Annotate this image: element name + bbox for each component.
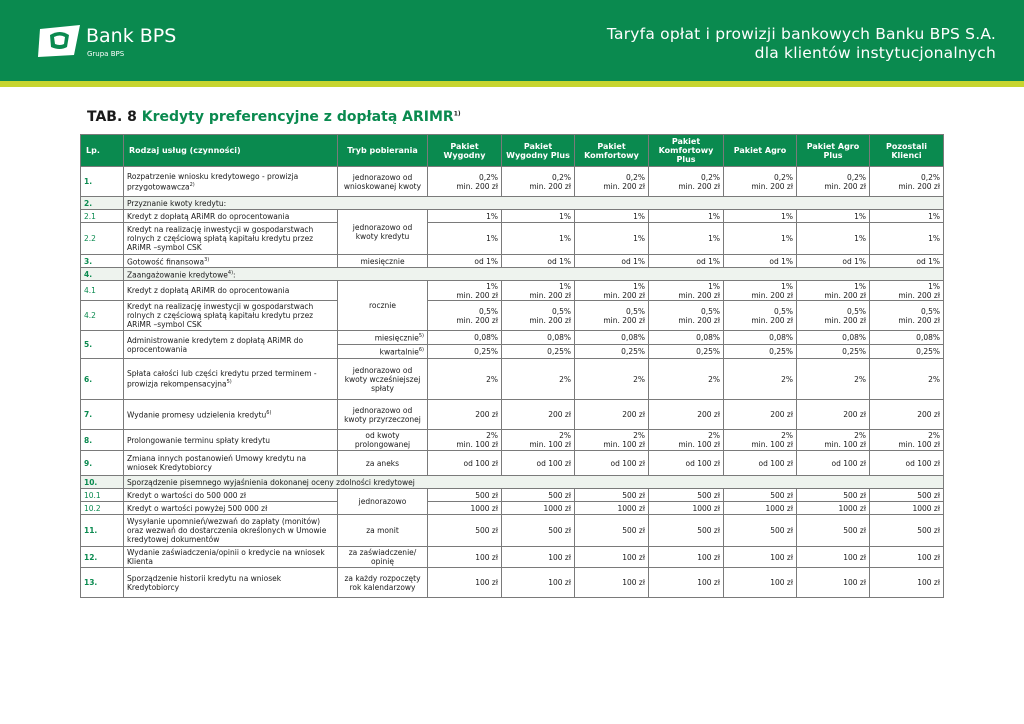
- row-mode: jednorazowo od kwoty wcześniejszej spłaty: [338, 359, 428, 400]
- row-mode: za monit: [338, 515, 428, 547]
- fee-cell: 0,08%: [575, 331, 649, 345]
- fee-cell: 1% min. 200 zł: [575, 281, 649, 301]
- row-service: Administrowanie kredytem z dopłatą ARiMR do oprocentowania: [124, 331, 338, 359]
- header-bar: [0, 0, 1024, 81]
- fee-cell: 0,5% min. 200 zł: [724, 301, 797, 331]
- fee-cell: 500 zł: [870, 515, 944, 547]
- row-service: Rozpatrzenie wniosku kredytowego - prowizja przygotowawcza$^{2)}$: [124, 167, 338, 197]
- fee-cell: 2% min. 100 zł: [797, 430, 870, 451]
- col-pakiet-wygodny-plus: Pakiet Wygodny Plus: [502, 135, 575, 167]
- table-row: [81, 547, 944, 568]
- row-service: Wydanie zaświadczenia/opinii o kredycie na wniosek Klienta: [124, 547, 338, 568]
- fee-cell: 1% min. 200 zł: [724, 281, 797, 301]
- row-service: Kredyt z dopłatą ARiMR do oprocentowania: [124, 210, 338, 223]
- col-pakiet-agro: Pakiet Agro: [724, 135, 797, 167]
- row-service: Wysyłanie upomnień/wezwań do zapłaty (monitów) oraz wezwań do dostarczenia określonych w Umowie kredytowej dokumentów: [124, 515, 338, 547]
- row-service: Kredyt z dopłatą ARiMR do oprocentowania: [124, 281, 338, 301]
- row-mode: za aneks: [338, 451, 428, 476]
- fee-cell: od 100 zł: [649, 451, 724, 476]
- document-title-line2: dla klientów instytucjonalnych: [754, 44, 996, 62]
- fee-cell: 0,25%: [502, 345, 575, 359]
- row-service: Zmiana innych postanowień Umowy kredytu na wniosek Kredytobiorcy: [124, 451, 338, 476]
- table-row: [81, 281, 944, 301]
- fee-cell: 100 zł: [502, 547, 575, 568]
- row-lp: 7.: [81, 400, 124, 430]
- fee-cell: 0,5% min. 200 zł: [428, 301, 502, 331]
- row-lp: 3.: [81, 255, 124, 268]
- fee-cell: 200 zł: [428, 400, 502, 430]
- fee-cell: 1%: [428, 210, 502, 223]
- fee-cell: 500 zł: [649, 515, 724, 547]
- fee-cell: 200 zł: [724, 400, 797, 430]
- fee-cell: 0,08%: [797, 331, 870, 345]
- fee-cell: 1% min. 200 zł: [797, 281, 870, 301]
- fee-cell: 2%: [428, 359, 502, 400]
- col-pakiet-komfortowy: Pakiet Komfortowy: [575, 135, 649, 167]
- table-row: [81, 502, 944, 515]
- fee-cell: 100 zł: [428, 568, 502, 598]
- fee-cell: 2%: [575, 359, 649, 400]
- fee-cell: od 1%: [649, 255, 724, 268]
- fee-cell: od 1%: [724, 255, 797, 268]
- row-service: Gotowość finansowa$^{3)}$: [124, 255, 338, 268]
- fee-cell: 500 zł: [797, 489, 870, 502]
- fee-cell: 1%: [724, 223, 797, 255]
- row-lp: 13.: [81, 568, 124, 598]
- fee-cell: 0,25%: [724, 345, 797, 359]
- fee-cell: 1000 zł: [797, 502, 870, 515]
- row-lp: 2.2: [81, 223, 124, 255]
- fee-cell: 100 zł: [870, 568, 944, 598]
- fee-cell: 2% min. 100 zł: [575, 430, 649, 451]
- fee-cell: 1% min. 200 zł: [649, 281, 724, 301]
- fee-cell: 200 zł: [870, 400, 944, 430]
- fee-cell: 100 zł: [575, 547, 649, 568]
- fee-cell: 500 zł: [870, 489, 944, 502]
- row-mode: kwartalnie$^{6)}$: [338, 345, 428, 359]
- row-lp: 4.2: [81, 301, 124, 331]
- fee-cell: 0,5% min. 200 zł: [502, 301, 575, 331]
- fee-cell: 0,25%: [428, 345, 502, 359]
- row-service: Prolongowanie terminu spłaty kredytu: [124, 430, 338, 451]
- row-lp: 2.: [81, 197, 124, 210]
- row-service: Spłata całości lub części kredytu przed terminem - prowizja rekompensacyjna$^{5)}$: [124, 359, 338, 400]
- fee-cell: 0,25%: [649, 345, 724, 359]
- table-row: [81, 255, 944, 268]
- fee-cell: od 100 zł: [502, 451, 575, 476]
- fee-cell: 0,5% min. 200 zł: [575, 301, 649, 331]
- fee-cell: 0,08%: [649, 331, 724, 345]
- fee-cell: 500 zł: [575, 489, 649, 502]
- fee-cell: od 100 zł: [575, 451, 649, 476]
- table-row: [81, 167, 944, 197]
- row-lp: 12.: [81, 547, 124, 568]
- row-section: Przyznanie kwoty kredytu:: [124, 197, 944, 210]
- fee-cell: 100 zł: [502, 568, 575, 598]
- fee-cell: 1%: [649, 210, 724, 223]
- fee-cell: 100 zł: [649, 568, 724, 598]
- fee-cell: od 1%: [797, 255, 870, 268]
- fee-cell: 1%: [575, 223, 649, 255]
- row-lp: 2.1: [81, 210, 124, 223]
- col-service: Rodzaj usług (czynności): [124, 135, 338, 167]
- fee-cell: 0,08%: [870, 331, 944, 345]
- fee-cell: 0,25%: [870, 345, 944, 359]
- row-lp: 9.: [81, 451, 124, 476]
- row-mode: miesięcznie$^{5)}$: [338, 331, 428, 345]
- page-title: [87, 109, 461, 125]
- fee-cell: 500 zł: [797, 515, 870, 547]
- fee-cell: 100 zł: [797, 568, 870, 598]
- fee-cell: 1000 zł: [575, 502, 649, 515]
- header-accent-line: [0, 81, 1024, 87]
- table-row: [81, 400, 944, 430]
- fee-cell: 0,2% min. 200 zł: [502, 167, 575, 197]
- fee-cell: 1000 zł: [870, 502, 944, 515]
- fee-cell: 500 zł: [428, 489, 502, 502]
- table-row: [81, 223, 944, 255]
- document-title-line1: Taryfa opłat i prowizji bankowych Banku BPS S.A.: [606, 25, 996, 43]
- table-row: [81, 210, 944, 223]
- row-lp: 10.2: [81, 502, 124, 515]
- fee-cell: 1%: [502, 210, 575, 223]
- row-mode: miesięcznie: [338, 255, 428, 268]
- fee-cell: 1%: [870, 223, 944, 255]
- col-pozostali-klienci: Pozostali Klienci: [870, 135, 944, 167]
- fee-cell: 500 zł: [502, 489, 575, 502]
- row-lp: 4.1: [81, 281, 124, 301]
- fee-cell: od 100 zł: [724, 451, 797, 476]
- fee-cell: 0,2% min. 200 zł: [797, 167, 870, 197]
- tariff-table: [80, 134, 944, 598]
- row-mode: za każdy rozpoczęty rok kalendarzowy: [338, 568, 428, 598]
- table-title: Kredyty preferencyjne z dopłatą ARIMR: [141, 109, 454, 125]
- row-lp: 1.: [81, 167, 124, 197]
- fee-cell: 0,2% min. 200 zł: [649, 167, 724, 197]
- bank-bps-logo-icon: [38, 25, 82, 57]
- logo-name: Bank BPS: [86, 25, 177, 47]
- fee-cell: 1000 zł: [724, 502, 797, 515]
- row-lp: 10.1: [81, 489, 124, 502]
- fee-cell: 200 zł: [649, 400, 724, 430]
- row-section: Sporządzenie pisemnego wyjaśnienia dokonanej oceny zdolności kredytowej: [124, 476, 944, 489]
- fee-cell: 0,2% min. 200 zł: [575, 167, 649, 197]
- table-row: [81, 331, 944, 345]
- row-mode: jednorazowo od kwoty kredytu: [338, 210, 428, 255]
- col-pakiet-agro-plus: Pakiet Agro Plus: [797, 135, 870, 167]
- fee-cell: 1000 zł: [428, 502, 502, 515]
- fee-cell: 200 zł: [575, 400, 649, 430]
- fee-cell: 0,08%: [724, 331, 797, 345]
- fee-cell: od 1%: [575, 255, 649, 268]
- fee-cell: 0,2% min. 200 zł: [870, 167, 944, 197]
- fee-cell: 100 zł: [428, 547, 502, 568]
- logo-subtitle: Grupa BPS: [87, 50, 125, 58]
- fee-cell: 2% min. 100 zł: [502, 430, 575, 451]
- fee-cell: 0,25%: [575, 345, 649, 359]
- fee-cell: 1% min. 200 zł: [428, 281, 502, 301]
- fee-cell: 0,5% min. 200 zł: [870, 301, 944, 331]
- footnote-ref: 1): [453, 110, 461, 118]
- col-lp: Lp.: [81, 135, 124, 167]
- fee-cell: od 1%: [870, 255, 944, 268]
- fee-cell: 100 zł: [870, 547, 944, 568]
- fee-cell: 0,2% min. 200 zł: [428, 167, 502, 197]
- fee-cell: od 100 zł: [870, 451, 944, 476]
- fee-cell: 0,25%: [797, 345, 870, 359]
- row-service: Kredyt na realizację inwestycji w gospodarstwach rolnych z częściową spłatą kapitału kredytu przez ARiMR –symbol CSK: [124, 223, 338, 255]
- fee-cell: 100 zł: [797, 547, 870, 568]
- row-service: Kredyt o wartości do 500 000 zł: [124, 489, 338, 502]
- fee-cell: 0,2% min. 200 zł: [724, 167, 797, 197]
- row-section: Zaangażowanie kredytowe$^{4)}$:: [124, 268, 944, 281]
- table-row: [81, 359, 944, 400]
- fee-cell: 2% min. 100 zł: [428, 430, 502, 451]
- row-mode: jednorazowo od wnioskowanej kwoty: [338, 167, 428, 197]
- row-service: Kredyt na realizację inwestycji w gospodarstwach rolnych z częściową spłatą kapitału kredytu przez ARiMR –symbol CSK: [124, 301, 338, 331]
- fee-cell: 200 zł: [797, 400, 870, 430]
- row-lp: 6.: [81, 359, 124, 400]
- fee-cell: 1%: [797, 210, 870, 223]
- row-service: Kredyt o wartości powyżej 500 000 zł: [124, 502, 338, 515]
- fee-cell: od 100 zł: [428, 451, 502, 476]
- fee-cell: 500 zł: [724, 489, 797, 502]
- row-lp: 10.: [81, 476, 124, 489]
- table-row: [81, 515, 944, 547]
- fee-cell: 100 zł: [649, 547, 724, 568]
- fee-cell: 1% min. 200 zł: [870, 281, 944, 301]
- table-row: [81, 301, 944, 331]
- fee-cell: 2%: [797, 359, 870, 400]
- row-lp: 11.: [81, 515, 124, 547]
- fee-cell: od 100 zł: [797, 451, 870, 476]
- table-row: [81, 451, 944, 476]
- fee-cell: od 1%: [428, 255, 502, 268]
- table-row: [81, 268, 944, 281]
- fee-cell: 100 zł: [575, 568, 649, 598]
- fee-cell: 100 zł: [724, 547, 797, 568]
- fee-cell: 2% min. 100 zł: [649, 430, 724, 451]
- table-row: [81, 489, 944, 502]
- row-lp: 8.: [81, 430, 124, 451]
- fee-cell: 500 zł: [649, 489, 724, 502]
- fee-cell: 500 zł: [428, 515, 502, 547]
- fee-cell: 1%: [724, 210, 797, 223]
- fee-cell: 2%: [502, 359, 575, 400]
- table-row: [81, 197, 944, 210]
- fee-cell: 200 zł: [502, 400, 575, 430]
- col-pakiet-wygodny: Pakiet Wygodny: [428, 135, 502, 167]
- col-mode: Tryb pobierania: [338, 135, 428, 167]
- table-row: [81, 568, 944, 598]
- row-lp: 4.: [81, 268, 124, 281]
- row-mode: rocznie: [338, 281, 428, 331]
- fee-cell: 500 zł: [724, 515, 797, 547]
- fee-cell: 2%: [724, 359, 797, 400]
- fee-cell: 2% min. 100 zł: [724, 430, 797, 451]
- fee-cell: 2%: [870, 359, 944, 400]
- fee-cell: 1000 zł: [649, 502, 724, 515]
- fee-cell: 1%: [502, 223, 575, 255]
- fee-cell: 0,5% min. 200 zł: [649, 301, 724, 331]
- row-service: Wydanie promesy udzielenia kredytu$^{6)}$: [124, 400, 338, 430]
- row-service: Sporządzenie historii kredytu na wniosek Kredytobiorcy: [124, 568, 338, 598]
- fee-cell: 500 zł: [575, 515, 649, 547]
- row-mode: jednorazowo od kwoty przyrzeczonej: [338, 400, 428, 430]
- fee-cell: 1%: [575, 210, 649, 223]
- fee-cell: 1%: [870, 210, 944, 223]
- fee-cell: 1000 zł: [502, 502, 575, 515]
- fee-cell: 0,08%: [428, 331, 502, 345]
- fee-cell: od 1%: [502, 255, 575, 268]
- fee-cell: 100 zł: [724, 568, 797, 598]
- fee-cell: 1%: [428, 223, 502, 255]
- row-mode: za zaświadczenie/ opinię: [338, 547, 428, 568]
- fee-cell: 1% min. 200 zł: [502, 281, 575, 301]
- fee-cell: 1%: [797, 223, 870, 255]
- fee-cell: 1%: [649, 223, 724, 255]
- row-mode: jednorazowo: [338, 489, 428, 515]
- fee-cell: 2% min. 100 zł: [870, 430, 944, 451]
- fee-cell: 2%: [649, 359, 724, 400]
- col-pakiet-komfortowy-plus: Pakiet Komfortowy Plus: [649, 135, 724, 167]
- fee-cell: 0,5% min. 200 zł: [797, 301, 870, 331]
- fee-cell: 0,08%: [502, 331, 575, 345]
- table-row: [81, 430, 944, 451]
- fee-cell: 500 zł: [502, 515, 575, 547]
- table-number: TAB. 8: [87, 109, 137, 125]
- row-lp: 5.: [81, 331, 124, 359]
- table-row: [81, 476, 944, 489]
- table-header-row: [81, 135, 944, 167]
- row-mode: od kwoty prolongowanej: [338, 430, 428, 451]
